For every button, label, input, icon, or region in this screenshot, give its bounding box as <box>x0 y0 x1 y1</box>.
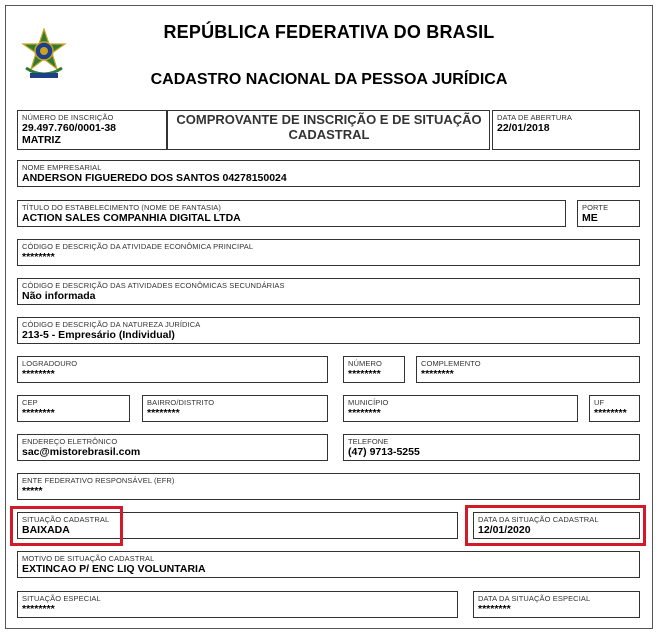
status-reason-value: EXTINCAO P/ ENC LIQ VOLUNTARIA <box>22 563 206 575</box>
trade-name-label: TÍTULO DO ESTABELECIMENTO (NOME DE FANTASIA) <box>22 203 222 212</box>
special-status-field <box>17 591 458 618</box>
zip-label: CEP <box>22 398 38 407</box>
street-label: LOGRADOURO <box>22 359 78 368</box>
complement-field <box>416 356 640 383</box>
opening-date-value: 22/01/2018 <box>497 122 550 134</box>
special-status-date-field <box>473 591 640 618</box>
number-value: ******** <box>348 368 381 380</box>
status-reason-field <box>17 551 640 578</box>
status-value: BAIXADA <box>22 524 70 536</box>
phone-value: (47) 9713-5255 <box>348 446 420 458</box>
city-value: ******** <box>348 407 381 419</box>
secondary-activities-value: Não informada <box>22 290 96 302</box>
number-label: NÚMERO <box>348 359 382 368</box>
state-value: ******** <box>594 407 627 419</box>
company-name-field <box>17 160 640 187</box>
special-status-label: SITUAÇÃO ESPECIAL <box>22 594 101 603</box>
efr-label: ENTE FEDERATIVO RESPONSÁVEL (EFR) <box>22 476 175 485</box>
email-value: sac@mistorebrasil.com <box>22 446 141 458</box>
zip-field <box>17 395 130 422</box>
certificate-title: COMPROVANTE DE INSCRIÇÃO E DE SITUAÇÃO CADASTRAL <box>176 112 482 142</box>
main-activity-field <box>17 239 640 266</box>
registration-number-label: NÚMERO DE INSCRIÇÃO <box>22 113 114 122</box>
state-label: UF <box>594 398 605 407</box>
main-activity-value: ******** <box>22 251 55 263</box>
special-status-value: ******** <box>22 603 55 615</box>
company-name-label: NOME EMPRESARIAL <box>22 163 102 172</box>
status-highlight <box>10 506 123 546</box>
efr-field <box>17 473 640 500</box>
email-field <box>17 434 328 461</box>
secondary-activities-label: CÓDIGO E DESCRIÇÃO DAS ATIVIDADES ECONÔMICAS SECUNDÁRIAS <box>22 281 285 290</box>
status-label: SITUAÇÃO CADASTRAL <box>22 515 110 524</box>
legal-nature-field <box>17 317 640 344</box>
district-value: ******** <box>147 407 180 419</box>
special-status-date-value: ******** <box>478 603 511 615</box>
company-name-value: ANDERSON FIGUEREDO DOS SANTOS 04278150024 <box>22 172 287 184</box>
legal-nature-value: 213-5 - Empresário (Individual) <box>22 329 175 341</box>
phone-label: TELEFONE <box>348 437 389 446</box>
size-label: PORTE <box>582 203 609 212</box>
status-date-label: DATA DA SITUAÇÃO CADASTRAL <box>478 515 599 524</box>
district-label: BAIRRO/DISTRITO <box>147 398 215 407</box>
city-label: MUNICÍPIO <box>348 398 389 407</box>
size-field <box>577 200 640 227</box>
street-field <box>17 356 328 383</box>
special-status-date-label: DATA DA SITUAÇÃO ESPECIAL <box>478 594 591 603</box>
number-field <box>343 356 405 383</box>
registration-type-value: MATRIZ <box>22 134 61 146</box>
registry-title: CADASTRO NACIONAL DA PESSOA JURÍDICA <box>150 71 508 88</box>
registration-number-field <box>17 110 167 150</box>
republic-title: REPÚBLICA FEDERATIVA DO BRASIL <box>163 22 495 42</box>
status-reason-label: MOTIVO DE SITUAÇÃO CADASTRAL <box>22 554 155 563</box>
phone-field <box>343 434 640 461</box>
complement-value: ******** <box>421 368 454 380</box>
trade-name-field <box>17 200 566 227</box>
district-field <box>142 395 328 422</box>
street-value: ******** <box>22 368 55 380</box>
secondary-activities-field <box>17 278 640 305</box>
trade-name-value: ACTION SALES COMPANHIA DIGITAL LTDA <box>22 212 241 224</box>
state-field <box>589 395 640 422</box>
opening-date-field <box>492 110 640 150</box>
complement-label: COMPLEMENTO <box>421 359 481 368</box>
opening-date-label: DATA DE ABERTURA <box>497 113 572 122</box>
status-date-value: 12/01/2020 <box>478 524 531 536</box>
legal-nature-label: CÓDIGO E DESCRIÇÃO DA NATUREZA JURÍDICA <box>22 320 201 329</box>
size-value: ME <box>582 212 598 224</box>
zip-value: ******** <box>22 407 55 419</box>
efr-value: ***** <box>22 485 43 497</box>
city-field <box>343 395 578 422</box>
email-label: ENDEREÇO ELETRÔNICO <box>22 437 118 446</box>
status-date-highlight <box>465 505 646 546</box>
registration-number-value: 29.497.760/0001-38 <box>22 122 117 134</box>
main-activity-label: CÓDIGO E DESCRIÇÃO DA ATIVIDADE ECONÔMICA PRINCIPAL <box>22 242 254 251</box>
